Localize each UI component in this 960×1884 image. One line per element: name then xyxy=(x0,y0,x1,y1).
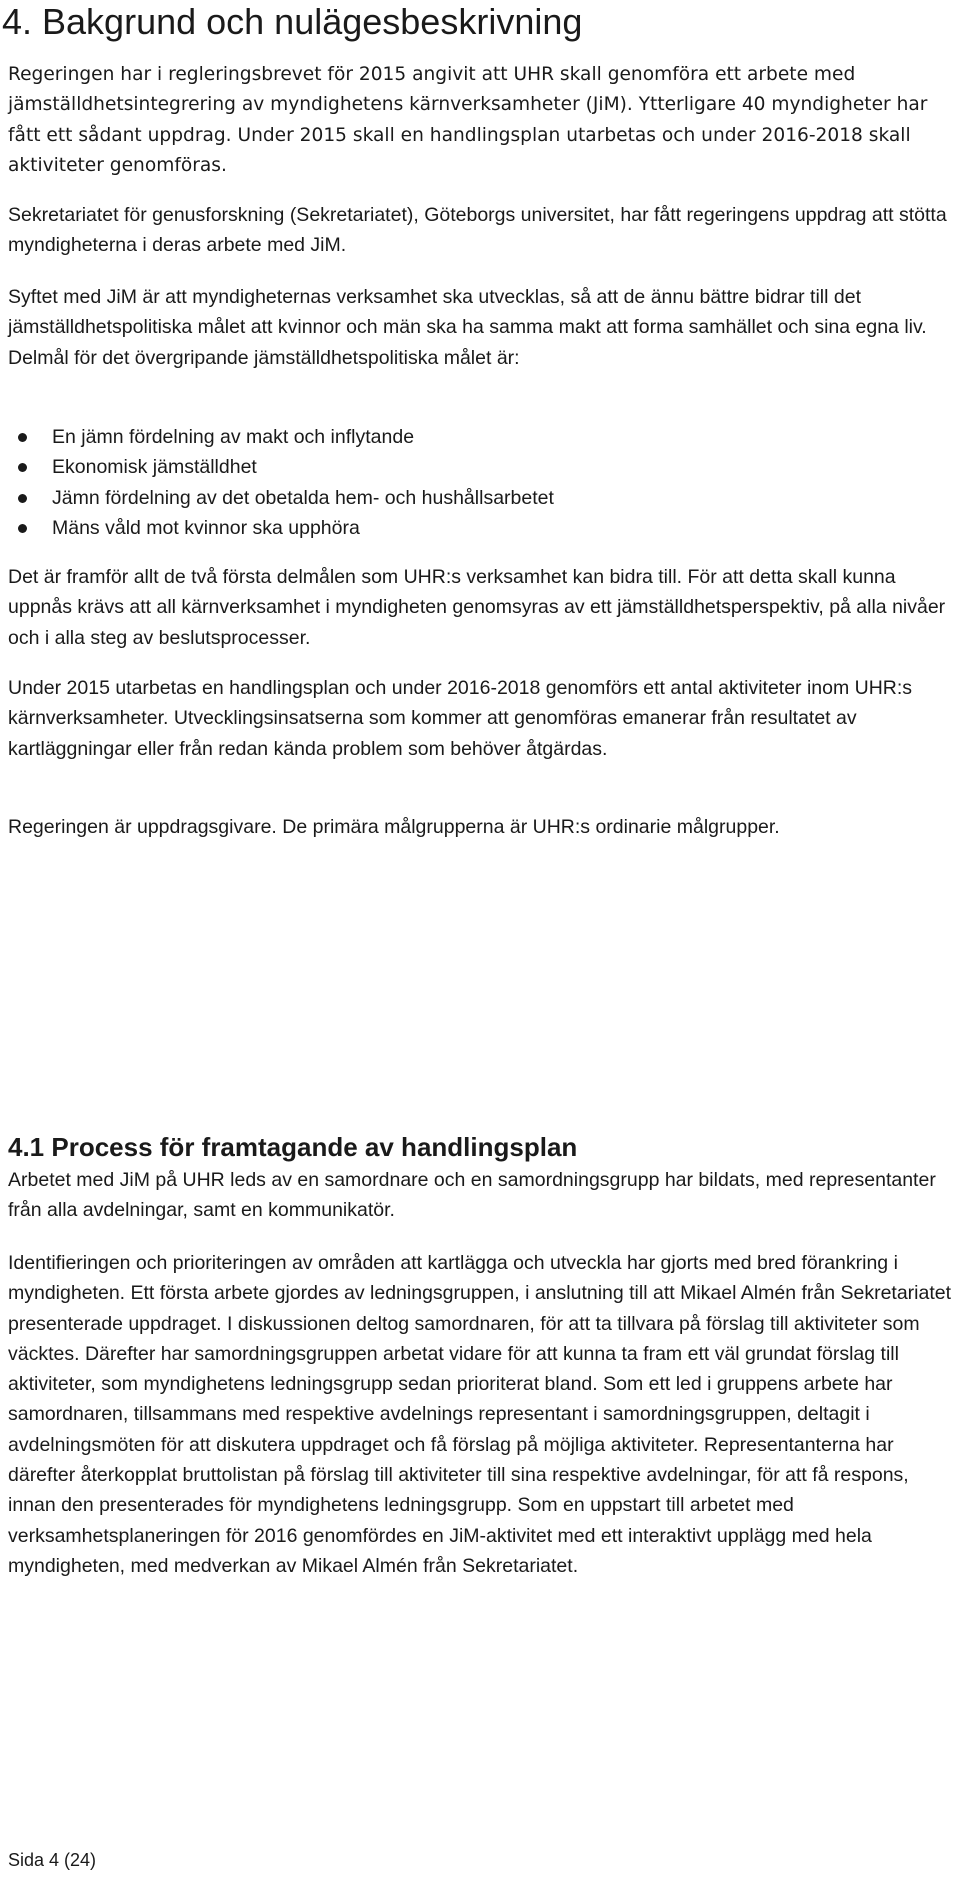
paragraph-delmal: Det är framför allt de två första delmålen som UHR:s verksamhet kan bidra till. För att detta skall kunna uppnås krävs att all kärnverksamhet i myndigheten genomsyras av ett jämställdhetsperspektiv, på alla nivåer och i alla steg av beslutsprocesser. xyxy=(8,566,946,649)
paragraph-uppdragsgivare: Regeringen är uppdragsgivare. De primära målgrupperna är UHR:s ordinarie målgrupper. xyxy=(8,816,780,838)
bullet-icon xyxy=(18,524,27,533)
list-item: Ekonomisk jämställdhet xyxy=(8,452,554,482)
bullet-icon xyxy=(18,494,27,503)
page-number: Sida 4 (24) xyxy=(8,1850,97,1870)
paragraph-handlingsplan: Under 2015 utarbetas en handlingsplan och under 2016-2018 genomförs ett antal aktiviteter inom UHR:s kärnverksamheter. Utvecklingsinsatserna som kommer att genomföras emanerar från resultatet av kartläggningar eller från redan kända problem som behöver åtgärdas. xyxy=(8,677,913,760)
bullet-icon xyxy=(18,463,27,472)
paragraph-syftet: Syftet med JiM är att myndigheternas verksamhet ska utvecklas, så att de ännu bättre bidrar till det jämställdhetspolitiska målet att kvinnor och män ska ha samma makt att forma samhället och sina egna liv. Delmål för det övergripande jämställdhetspolitiska målet är: xyxy=(8,286,927,369)
paragraph-regleringsbrev: Regeringen har i regleringsbrevet för 2015 angivit att UHR skall genomföra ett arbete med jämställdhetsintegrering av myndighetens kärnverksamheter (JiM). Ytterligare 40 myndigheter har fått ett sådant uppdrag. Under 2015 skall en handlingsplan utarbetas och under 2016-2018 skall aktiviteter genomföras. xyxy=(8,64,928,176)
paragraph-samordnare: Arbetet med JiM på UHR leds av en samordnare och en samordningsgrupp har bildats, med representanter från alla avdelningar, samt en kommunikatör. xyxy=(8,1169,936,1222)
list-item: Mäns våld mot kvinnor ska upphöra xyxy=(8,513,554,543)
goal-list xyxy=(8,422,554,543)
section-heading: 4. Bakgrund och nulägesbeskrivning xyxy=(2,1,583,42)
list-item: En jämn fördelning av makt och inflytande xyxy=(8,422,554,452)
subsection-heading: 4.1 Process för framtagande av handlingsplan xyxy=(8,1132,578,1162)
paragraph-sekretariatet: Sekretariatet för genusforskning (Sekretariatet), Göteborgs universitet, har fått regeringens uppdrag att stötta myndigheterna i deras arbete med JiM. xyxy=(8,204,947,257)
bullet-icon xyxy=(18,433,27,442)
list-item: Jämn fördelning av det obetalda hem- och hushållsarbetet xyxy=(8,483,554,513)
paragraph-identifieringen: Identifieringen och prioriteringen av områden att kartlägga och utveckla har gjorts med bred förankring i myndigheten. Ett första arbete gjordes av ledningsgruppen, i anslutning till att Mikael Almén från Sekretariatet presenterade uppdraget. I diskussionen deltog samordnaren, för att ta tillvara på förslag till aktiviteter som väcktes. Därefter har samordningsgruppen arbetat vidare för att kunna ta fram ett väl grundat förslag till aktiviteter, som myndighetens ledningsgrupp sedan prioriterat bland. Som ett led i gruppens arbete har samordnaren, tillsammans med respektive avdelnings representant i samordningsgruppen, deltagit i avdelningsmöten för att diskutera uppdraget och få förslag på möjliga aktiviteter. Representanterna har därefter återkopplat bruttolistan på förslag till aktiviteter till sina respektive avdelningar, för att få respons, innan den presenterades för myndighetens ledningsgrupp. Som en uppstart till arbetet med verksamhetsplaneringen för 2016 genomfördes en JiM-aktivitet med ett interaktivt upplägg med hela myndigheten, med medverkan av Mikael Almén från Sekretariatet. xyxy=(8,1252,952,1577)
